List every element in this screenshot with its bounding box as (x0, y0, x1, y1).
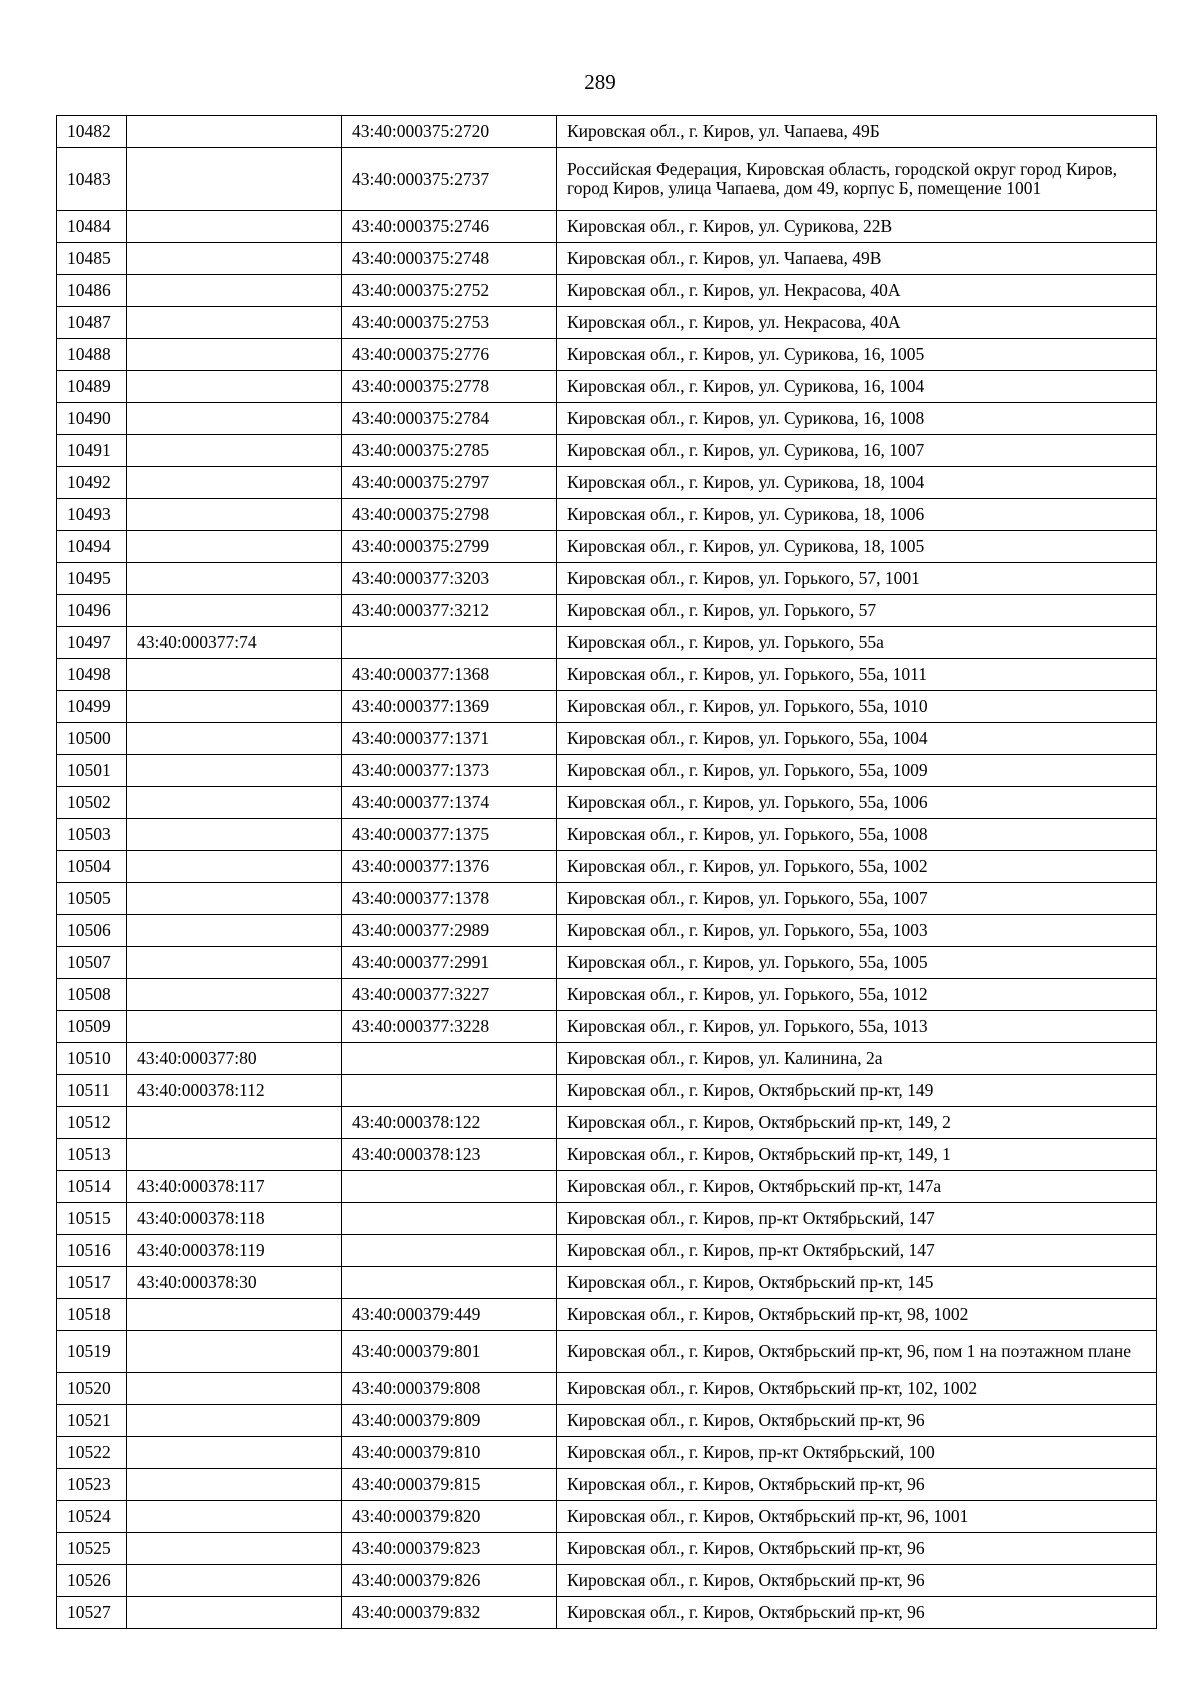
address-cell: Кировская обл., г. Киров, ул. Горького, 55а, 1008 (557, 819, 1157, 851)
table-row (57, 947, 1157, 979)
address-cell: Кировская обл., г. Киров, пр-кт Октябрьский, 147 (557, 1203, 1157, 1235)
table-row (57, 723, 1157, 755)
building-cadastral-number-cell: 43:40:000375:2737 (342, 148, 557, 211)
row-number-cell: 10482 (57, 116, 127, 148)
address-cell: Кировская обл., г. Киров, ул. Горького, 55а, 1012 (557, 979, 1157, 1011)
land-cadastral-number-cell (127, 883, 342, 915)
table-row (57, 1203, 1157, 1235)
building-cadastral-number-cell: 43:40:000377:3227 (342, 979, 557, 1011)
address-cell: Кировская обл., г. Киров, ул. Чапаева, 49В (557, 243, 1157, 275)
address-cell: Кировская обл., г. Киров, ул. Горького, 55а, 1005 (557, 947, 1157, 979)
land-cadastral-number-cell (127, 1139, 342, 1171)
row-number-cell: 10506 (57, 915, 127, 947)
registry-table-body (57, 116, 1157, 1629)
land-cadastral-number-cell (127, 659, 342, 691)
building-cadastral-number-cell (342, 1171, 557, 1203)
row-number-cell: 10507 (57, 947, 127, 979)
land-cadastral-number-cell (127, 1533, 342, 1565)
land-cadastral-number-cell (127, 371, 342, 403)
row-number-cell: 10493 (57, 499, 127, 531)
address-cell: Кировская обл., г. Киров, ул. Горького, 55а, 1007 (557, 883, 1157, 915)
building-cadastral-number-cell: 43:40:000375:2799 (342, 531, 557, 563)
land-cadastral-number-cell (127, 947, 342, 979)
row-number-cell: 10483 (57, 148, 127, 211)
table-row (57, 627, 1157, 659)
building-cadastral-number-cell: 43:40:000377:1371 (342, 723, 557, 755)
row-number-cell: 10494 (57, 531, 127, 563)
building-cadastral-number-cell: 43:40:000375:2746 (342, 211, 557, 243)
building-cadastral-number-cell: 43:40:000377:2991 (342, 947, 557, 979)
land-cadastral-number-cell (127, 595, 342, 627)
table-row (57, 1501, 1157, 1533)
row-number-cell: 10488 (57, 339, 127, 371)
row-number-cell: 10525 (57, 1533, 127, 1565)
address-cell: Кировская обл., г. Киров, ул. Калинина, 2а (557, 1043, 1157, 1075)
address-cell: Кировская обл., г. Киров, Октябрьский пр-кт, 96 (557, 1597, 1157, 1629)
land-cadastral-number-cell: 43:40:000378:112 (127, 1075, 342, 1107)
table-row (57, 275, 1157, 307)
table-row (57, 307, 1157, 339)
land-cadastral-number-cell (127, 1565, 342, 1597)
address-cell: Кировская обл., г. Киров, Октябрьский пр-кт, 149, 1 (557, 1139, 1157, 1171)
land-cadastral-number-cell: 43:40:000378:117 (127, 1171, 342, 1203)
land-cadastral-number-cell (127, 467, 342, 499)
building-cadastral-number-cell: 43:40:000377:2989 (342, 915, 557, 947)
address-cell: Кировская обл., г. Киров, ул. Горького, 55а, 1013 (557, 1011, 1157, 1043)
row-number-cell: 10513 (57, 1139, 127, 1171)
row-number-cell: 10496 (57, 595, 127, 627)
land-cadastral-number-cell (127, 1299, 342, 1331)
land-cadastral-number-cell (127, 1011, 342, 1043)
address-cell: Кировская обл., г. Киров, ул. Горького, 57, 1001 (557, 563, 1157, 595)
row-number-cell: 10526 (57, 1565, 127, 1597)
building-cadastral-number-cell: 43:40:000378:123 (342, 1139, 557, 1171)
address-cell: Кировская обл., г. Киров, Октябрьский пр-кт, 98, 1002 (557, 1299, 1157, 1331)
building-cadastral-number-cell: 43:40:000375:2797 (342, 467, 557, 499)
building-cadastral-number-cell: 43:40:000379:815 (342, 1469, 557, 1501)
table-row (57, 1171, 1157, 1203)
land-cadastral-number-cell: 43:40:000378:118 (127, 1203, 342, 1235)
land-cadastral-number-cell (127, 819, 342, 851)
address-cell: Кировская обл., г. Киров, Октябрьский пр-кт, 96, пом 1 на поэтажном плане (557, 1331, 1157, 1373)
land-cadastral-number-cell (127, 979, 342, 1011)
land-cadastral-number-cell (127, 243, 342, 275)
address-cell: Кировская обл., г. Киров, Октябрьский пр-кт, 96 (557, 1469, 1157, 1501)
building-cadastral-number-cell: 43:40:000379:832 (342, 1597, 557, 1629)
land-cadastral-number-cell (127, 499, 342, 531)
land-cadastral-number-cell (127, 1331, 342, 1373)
row-number-cell: 10491 (57, 435, 127, 467)
table-row (57, 787, 1157, 819)
address-cell: Кировская обл., г. Киров, ул. Горького, 55а, 1006 (557, 787, 1157, 819)
building-cadastral-number-cell: 43:40:000377:1373 (342, 755, 557, 787)
table-row (57, 1437, 1157, 1469)
address-cell: Кировская обл., г. Киров, ул. Сурикова, 18, 1006 (557, 499, 1157, 531)
table-row (57, 1469, 1157, 1501)
row-number-cell: 10490 (57, 403, 127, 435)
row-number-cell: 10508 (57, 979, 127, 1011)
building-cadastral-number-cell: 43:40:000377:1378 (342, 883, 557, 915)
table-row (57, 1107, 1157, 1139)
land-cadastral-number-cell (127, 275, 342, 307)
table-row (57, 1565, 1157, 1597)
address-cell: Кировская обл., г. Киров, ул. Горького, 55а (557, 627, 1157, 659)
building-cadastral-number-cell: 43:40:000379:809 (342, 1405, 557, 1437)
table-row (57, 851, 1157, 883)
building-cadastral-number-cell (342, 1075, 557, 1107)
land-cadastral-number-cell (127, 563, 342, 595)
building-cadastral-number-cell (342, 627, 557, 659)
table-row (57, 563, 1157, 595)
building-cadastral-number-cell: 43:40:000379:808 (342, 1373, 557, 1405)
table-row (57, 1331, 1157, 1373)
address-cell: Кировская обл., г. Киров, ул. Горького, 55а, 1003 (557, 915, 1157, 947)
table-row (57, 371, 1157, 403)
table-row (57, 339, 1157, 371)
address-cell: Кировская обл., г. Киров, ул. Горького, 55а, 1010 (557, 691, 1157, 723)
building-cadastral-number-cell: 43:40:000377:1368 (342, 659, 557, 691)
building-cadastral-number-cell: 43:40:000377:1369 (342, 691, 557, 723)
row-number-cell: 10495 (57, 563, 127, 595)
land-cadastral-number-cell (127, 435, 342, 467)
building-cadastral-number-cell: 43:40:000375:2748 (342, 243, 557, 275)
building-cadastral-number-cell (342, 1203, 557, 1235)
row-number-cell: 10489 (57, 371, 127, 403)
row-number-cell: 10524 (57, 1501, 127, 1533)
address-cell: Кировская обл., г. Киров, Октябрьский пр-кт, 149 (557, 1075, 1157, 1107)
building-cadastral-number-cell: 43:40:000375:2776 (342, 339, 557, 371)
address-cell: Кировская обл., г. Киров, ул. Горького, 55а, 1011 (557, 659, 1157, 691)
table-row (57, 499, 1157, 531)
table-row (57, 595, 1157, 627)
address-cell: Кировская обл., г. Киров, Октябрьский пр-кт, 96, 1001 (557, 1501, 1157, 1533)
row-number-cell: 10519 (57, 1331, 127, 1373)
land-cadastral-number-cell: 43:40:000378:119 (127, 1235, 342, 1267)
building-cadastral-number-cell (342, 1235, 557, 1267)
table-row (57, 1597, 1157, 1629)
table-row (57, 1235, 1157, 1267)
row-number-cell: 10521 (57, 1405, 127, 1437)
table-row (57, 435, 1157, 467)
address-cell: Кировская обл., г. Киров, Октябрьский пр-кт, 96 (557, 1405, 1157, 1437)
table-row (57, 691, 1157, 723)
row-number-cell: 10502 (57, 787, 127, 819)
row-number-cell: 10501 (57, 755, 127, 787)
row-number-cell: 10497 (57, 627, 127, 659)
row-number-cell: 10487 (57, 307, 127, 339)
row-number-cell: 10498 (57, 659, 127, 691)
row-number-cell: 10511 (57, 1075, 127, 1107)
row-number-cell: 10512 (57, 1107, 127, 1139)
land-cadastral-number-cell (127, 339, 342, 371)
building-cadastral-number-cell: 43:40:000375:2778 (342, 371, 557, 403)
table-row (57, 1043, 1157, 1075)
land-cadastral-number-cell (127, 1107, 342, 1139)
page-number: 289 (584, 70, 616, 94)
table-row (57, 755, 1157, 787)
building-cadastral-number-cell: 43:40:000379:820 (342, 1501, 557, 1533)
building-cadastral-number-cell: 43:40:000377:1375 (342, 819, 557, 851)
building-cadastral-number-cell: 43:40:000375:2720 (342, 116, 557, 148)
table-row (57, 403, 1157, 435)
building-cadastral-number-cell: 43:40:000377:3203 (342, 563, 557, 595)
address-cell: Кировская обл., г. Киров, ул. Сурикова, 18, 1004 (557, 467, 1157, 499)
row-number-cell: 10509 (57, 1011, 127, 1043)
address-cell: Кировская обл., г. Киров, ул. Сурикова, 16, 1005 (557, 339, 1157, 371)
table-row (57, 467, 1157, 499)
building-cadastral-number-cell: 43:40:000377:1376 (342, 851, 557, 883)
land-cadastral-number-cell (127, 1437, 342, 1469)
building-cadastral-number-cell: 43:40:000375:2784 (342, 403, 557, 435)
address-cell: Кировская обл., г. Киров, ул. Горького, 55а, 1004 (557, 723, 1157, 755)
address-cell: Кировская обл., г. Киров, ул. Сурикова, 16, 1007 (557, 435, 1157, 467)
land-cadastral-number-cell (127, 531, 342, 563)
building-cadastral-number-cell: 43:40:000379:810 (342, 1437, 557, 1469)
land-cadastral-number-cell (127, 307, 342, 339)
table-row (57, 148, 1157, 211)
address-cell: Кировская обл., г. Киров, пр-кт Октябрьский, 147 (557, 1235, 1157, 1267)
table-row (57, 1405, 1157, 1437)
row-number-cell: 10515 (57, 1203, 127, 1235)
land-cadastral-number-cell (127, 1469, 342, 1501)
land-cadastral-number-cell (127, 691, 342, 723)
building-cadastral-number-cell (342, 1267, 557, 1299)
registry-table (56, 115, 1157, 1629)
land-cadastral-number-cell (127, 1597, 342, 1629)
row-number-cell: 10485 (57, 243, 127, 275)
address-cell: Кировская обл., г. Киров, Октябрьский пр-кт, 96 (557, 1565, 1157, 1597)
table-row (57, 819, 1157, 851)
address-cell: Кировская обл., г. Киров, ул. Горького, 55а, 1002 (557, 851, 1157, 883)
building-cadastral-number-cell: 43:40:000375:2752 (342, 275, 557, 307)
address-cell: Кировская обл., г. Киров, ул. Сурикова, 16, 1008 (557, 403, 1157, 435)
table-row (57, 531, 1157, 563)
row-number-cell: 10503 (57, 819, 127, 851)
row-number-cell: 10510 (57, 1043, 127, 1075)
row-number-cell: 10499 (57, 691, 127, 723)
land-cadastral-number-cell (127, 755, 342, 787)
land-cadastral-number-cell (127, 211, 342, 243)
table-row (57, 979, 1157, 1011)
row-number-cell: 10492 (57, 467, 127, 499)
address-cell: Кировская обл., г. Киров, ул. Горького, 57 (557, 595, 1157, 627)
building-cadastral-number-cell: 43:40:000377:3228 (342, 1011, 557, 1043)
table-row (57, 1533, 1157, 1565)
table-row (57, 1011, 1157, 1043)
row-number-cell: 10516 (57, 1235, 127, 1267)
address-cell: Кировская обл., г. Киров, ул. Сурикова, 16, 1004 (557, 371, 1157, 403)
building-cadastral-number-cell: 43:40:000377:1374 (342, 787, 557, 819)
building-cadastral-number-cell: 43:40:000378:122 (342, 1107, 557, 1139)
table-row (57, 1267, 1157, 1299)
building-cadastral-number-cell: 43:40:000377:3212 (342, 595, 557, 627)
address-cell: Кировская обл., г. Киров, ул. Некрасова, 40А (557, 275, 1157, 307)
address-cell: Кировская обл., г. Киров, Октябрьский пр-кт, 102, 1002 (557, 1373, 1157, 1405)
row-number-cell: 10520 (57, 1373, 127, 1405)
address-cell: Кировская обл., г. Киров, ул. Некрасова, 40А (557, 307, 1157, 339)
land-cadastral-number-cell (127, 1405, 342, 1437)
table-row (57, 915, 1157, 947)
row-number-cell: 10484 (57, 211, 127, 243)
building-cadastral-number-cell: 43:40:000379:449 (342, 1299, 557, 1331)
land-cadastral-number-cell (127, 723, 342, 755)
address-cell: Кировская обл., г. Киров, Октябрьский пр-кт, 149, 2 (557, 1107, 1157, 1139)
building-cadastral-number-cell: 43:40:000375:2785 (342, 435, 557, 467)
address-cell: Кировская обл., г. Киров, пр-кт Октябрьский, 100 (557, 1437, 1157, 1469)
address-cell: Кировская обл., г. Киров, Октябрьский пр-кт, 147а (557, 1171, 1157, 1203)
land-cadastral-number-cell (127, 116, 342, 148)
building-cadastral-number-cell: 43:40:000375:2753 (342, 307, 557, 339)
table-row (57, 243, 1157, 275)
address-cell: Кировская обл., г. Киров, ул. Сурикова, 18, 1005 (557, 531, 1157, 563)
address-cell: Кировская обл., г. Киров, ул. Горького, 55а, 1009 (557, 755, 1157, 787)
address-cell: Кировская обл., г. Киров, ул. Сурикова, 22В (557, 211, 1157, 243)
row-number-cell: 10518 (57, 1299, 127, 1331)
row-number-cell: 10486 (57, 275, 127, 307)
row-number-cell: 10505 (57, 883, 127, 915)
row-number-cell: 10500 (57, 723, 127, 755)
land-cadastral-number-cell (127, 787, 342, 819)
land-cadastral-number-cell: 43:40:000377:74 (127, 627, 342, 659)
table-row (57, 116, 1157, 148)
row-number-cell: 10522 (57, 1437, 127, 1469)
building-cadastral-number-cell: 43:40:000379:823 (342, 1533, 557, 1565)
address-cell: Кировская обл., г. Киров, ул. Чапаева, 49Б (557, 116, 1157, 148)
building-cadastral-number-cell: 43:40:000379:826 (342, 1565, 557, 1597)
land-cadastral-number-cell (127, 1501, 342, 1533)
table-row (57, 659, 1157, 691)
address-cell: Кировская обл., г. Киров, Октябрьский пр-кт, 145 (557, 1267, 1157, 1299)
table-row (57, 211, 1157, 243)
land-cadastral-number-cell (127, 851, 342, 883)
table-row (57, 1139, 1157, 1171)
land-cadastral-number-cell: 43:40:000378:30 (127, 1267, 342, 1299)
row-number-cell: 10517 (57, 1267, 127, 1299)
land-cadastral-number-cell: 43:40:000377:80 (127, 1043, 342, 1075)
row-number-cell: 10514 (57, 1171, 127, 1203)
building-cadastral-number-cell: 43:40:000375:2798 (342, 499, 557, 531)
table-row (57, 1299, 1157, 1331)
building-cadastral-number-cell: 43:40:000379:801 (342, 1331, 557, 1373)
row-number-cell: 10527 (57, 1597, 127, 1629)
land-cadastral-number-cell (127, 403, 342, 435)
address-cell: Российская Федерация, Кировская область, городской округ город Киров, город Киров, улица Чапаева, дом 49, корпус Б, помещение 1001 (557, 148, 1157, 211)
land-cadastral-number-cell (127, 915, 342, 947)
table-row (57, 883, 1157, 915)
row-number-cell: 10504 (57, 851, 127, 883)
building-cadastral-number-cell (342, 1043, 557, 1075)
table-row (57, 1075, 1157, 1107)
table-row (57, 1373, 1157, 1405)
row-number-cell: 10523 (57, 1469, 127, 1501)
land-cadastral-number-cell (127, 148, 342, 211)
address-cell: Кировская обл., г. Киров, Октябрьский пр-кт, 96 (557, 1533, 1157, 1565)
land-cadastral-number-cell (127, 1373, 342, 1405)
